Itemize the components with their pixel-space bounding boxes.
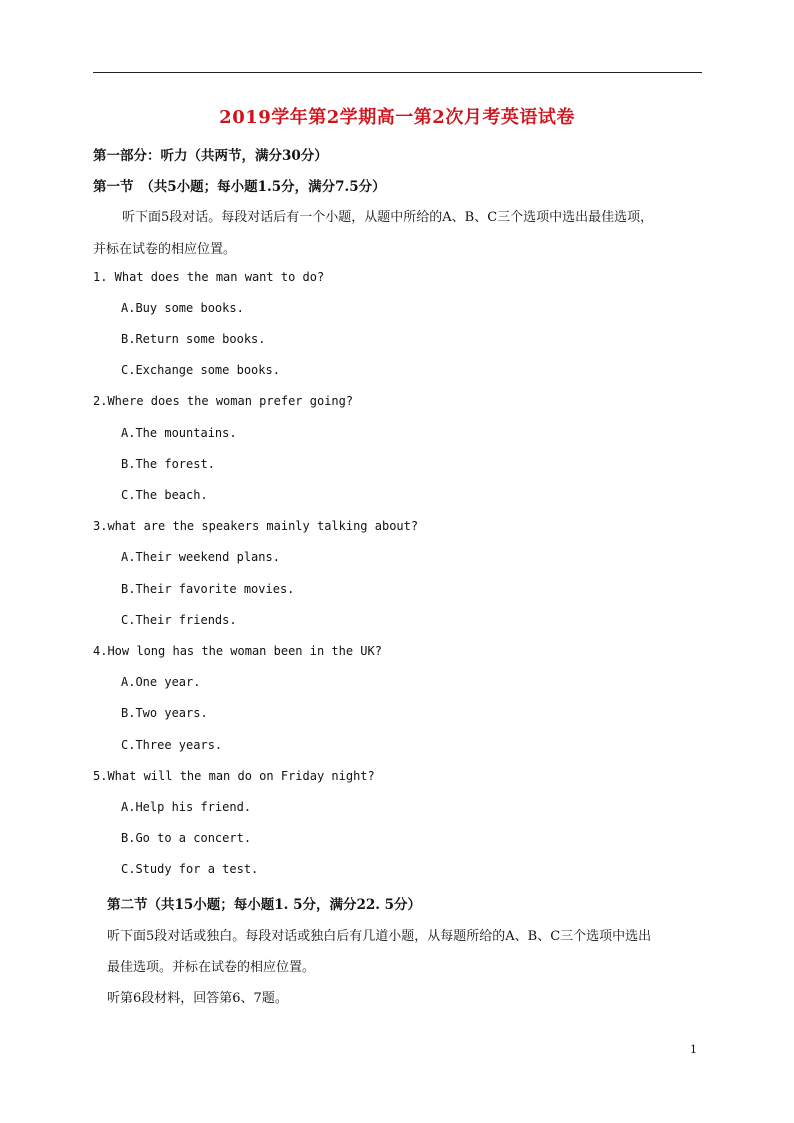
question-3-option-b: B.Their favorite movies. [121,582,295,596]
question-5-option-a: A.Help his friend. [121,800,252,814]
question-5-option-b: B.Go to a concert. [121,831,252,845]
question-4-stem: 4.How long has the woman been in the UK? [93,644,382,658]
section2-heading: 第二节（共15小题；每小题1. 5分，满分22. 5分） [107,897,422,913]
question-2-option-a: A.The mountains. [121,426,237,440]
question-1-stem: 1. What does the man want to do? [93,270,325,284]
question-2-option-b: B.The forest. [121,457,215,471]
question-4-option-a: A.One year. [121,675,201,689]
question-5-stem: 5.What will the man do on Friday night? [93,769,375,783]
exam-title: 2019学年第2学期高一第2次月考英语试卷 [219,107,575,128]
question-3-stem: 3.what are the speakers mainly talking about? [93,519,419,533]
section1-heading: 第一节 （共5小题；每小题1.5分，满分7.5分） [93,179,386,195]
question-4-option-c: C.Three years. [121,738,223,752]
section2-instructions-line2: 最佳选项。并标在试卷的相应位置。 [107,960,316,975]
page-number: 1 [690,1043,697,1056]
section2-instructions-line1: 听下面5段对话或独白。每段对话或独白后有几道小题，从每题所给的A、B、C三个选项中选出 [107,929,652,944]
header-rule [93,72,702,73]
section2-material-note: 听第6段材料，回答第6、7题。 [107,991,288,1006]
section1-instructions-line2: 并标在试卷的相应位置。 [93,242,237,257]
question-4-option-b: B.Two years. [121,706,208,720]
section1-instructions-line1: 听下面5段对话。每段对话后有一个小题，从题中所给的A、B、C三个选项中选出最佳选项， [122,210,654,225]
question-2-option-c: C.The beach. [121,488,208,502]
question-5-option-c: C.Study for a test. [121,862,259,876]
question-1-option-c: C.Exchange some books. [121,363,280,377]
question-3-option-c: C.Their friends. [121,613,237,627]
question-2-stem: 2.Where does the woman prefer going? [93,394,354,408]
question-1-option-b: B.Return some books. [121,332,266,346]
part1-heading: 第一部分：听力（共两节，满分30分） [93,148,328,164]
question-1-option-a: A.Buy some books. [121,301,244,315]
question-3-option-a: A.Their weekend plans. [121,550,280,564]
